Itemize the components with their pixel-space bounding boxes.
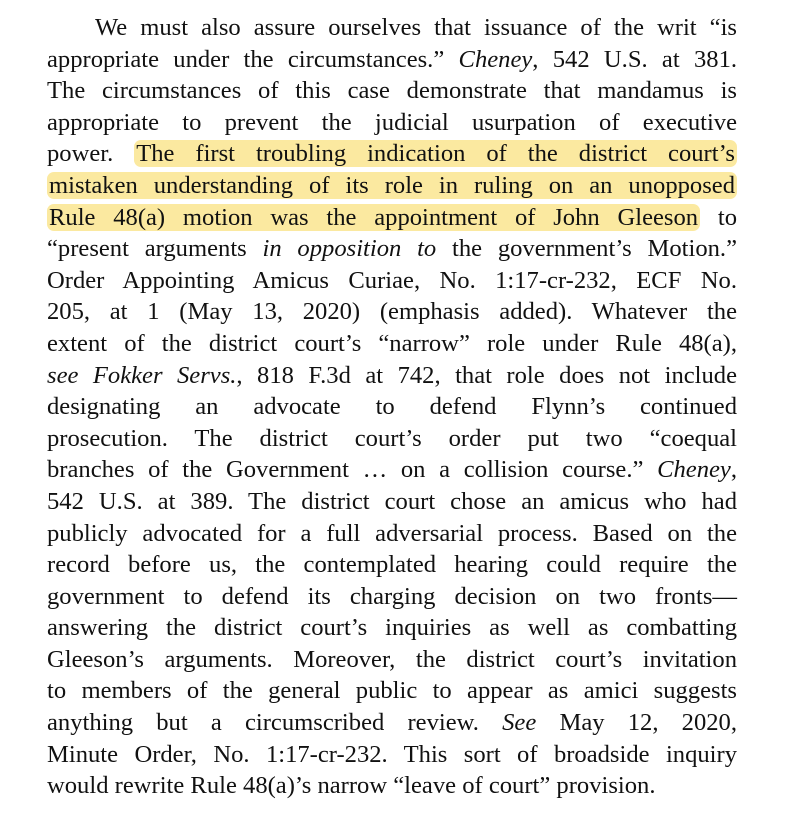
text-line xyxy=(47,739,737,771)
text-segment: 542 U.S. at 389. The district court chose an amicus who had xyxy=(47,487,737,515)
text-line xyxy=(47,391,737,423)
text-segment: anything but a circumscribed review. xyxy=(47,709,503,737)
text-line xyxy=(47,75,737,107)
italic-citation: in opposition to xyxy=(262,235,437,263)
text-line xyxy=(47,170,737,202)
italic-citation: Cheney xyxy=(458,45,533,73)
text-segment: Order Appointing Amicus Curiae, No. 1:17-cr-232, ECF No. xyxy=(47,266,737,294)
text-line xyxy=(47,138,737,170)
text-line xyxy=(47,770,737,802)
text-line xyxy=(47,202,737,234)
text-line xyxy=(47,549,737,581)
text-line xyxy=(47,518,737,550)
italic-citation: Cheney xyxy=(657,456,731,484)
text-segment: extent of the district court’s “narrow” role under Rule 48(a), xyxy=(47,329,737,357)
text-line xyxy=(47,328,737,360)
text-segment: appropriate under the circumstances.” xyxy=(47,45,459,73)
text-line xyxy=(47,612,737,644)
text-segment: The circumstances of this case demonstrate that mandamus is xyxy=(47,77,737,105)
text-segment: , 542 U.S. at 381. xyxy=(532,45,738,73)
text-segment: government to defend its charging decision on two fronts— xyxy=(47,582,737,610)
text-segment: , 818 F.3d at 742, that role does not include xyxy=(236,361,737,389)
text-line xyxy=(47,44,737,76)
text-line xyxy=(47,12,737,44)
text-segment: 205, at 1 (May 13, 2020) (emphasis added). Whatever the xyxy=(47,298,737,326)
text-segment: branches of the Government … on a collision course.” xyxy=(47,456,658,484)
text-line xyxy=(47,707,737,739)
text-segment: designating an advocate to defend Flynn’s continued xyxy=(47,393,737,421)
highlighted-text: mistaken understanding of its role in ruling on an unopposed xyxy=(49,171,735,199)
text-segment: appropriate to prevent the judicial usurpation of executive xyxy=(47,108,737,136)
text-segment: prosecution. The district court’s order put two “coequal xyxy=(47,424,737,452)
text-line xyxy=(47,265,737,297)
text-segment: Gleeson’s arguments. Moreover, the district court’s invitation xyxy=(47,645,737,673)
text-line xyxy=(47,644,737,676)
text-segment: publicly advocated for a full adversarial process. Based on the xyxy=(47,519,737,547)
italic-citation: See xyxy=(502,709,537,737)
opinion-paragraph xyxy=(47,12,737,802)
text-segment: We must also assure ourselves that issuance of the writ “is xyxy=(95,14,737,41)
text-segment: would rewrite Rule 48(a)’s narrow “leave of court” provision. xyxy=(47,772,656,800)
text-line xyxy=(47,360,737,392)
highlighted-text: Rule 48(a) motion was the appointment of John Gleeson xyxy=(49,203,699,231)
text-segment: Minute Order, No. 1:17-cr-232. This sort of broadside inquiry xyxy=(47,740,737,768)
text-line xyxy=(47,581,737,613)
italic-citation: see Fokker Servs. xyxy=(47,361,237,389)
highlighted-text: The first troubling indication of the district court’s xyxy=(136,140,735,168)
text-line xyxy=(47,454,737,486)
text-segment: to xyxy=(700,203,737,231)
text-line xyxy=(47,296,737,328)
text-line xyxy=(47,107,737,139)
text-segment: answering the district court’s inquiries as well as combatting xyxy=(47,614,737,642)
text-line xyxy=(47,675,737,707)
text-segment: May 12, 2020, xyxy=(536,709,737,737)
text-segment: power. xyxy=(47,140,135,168)
text-segment: the government’s Motion.” xyxy=(436,235,737,263)
text-segment: “present arguments xyxy=(47,235,263,263)
text-segment: to members of the general public to appear as amici suggests xyxy=(47,677,737,705)
text-line xyxy=(47,423,737,455)
text-line xyxy=(47,486,737,518)
text-line xyxy=(47,233,737,265)
text-segment: , xyxy=(730,456,737,484)
text-segment: record before us, the contemplated hearing could require the xyxy=(47,551,737,579)
